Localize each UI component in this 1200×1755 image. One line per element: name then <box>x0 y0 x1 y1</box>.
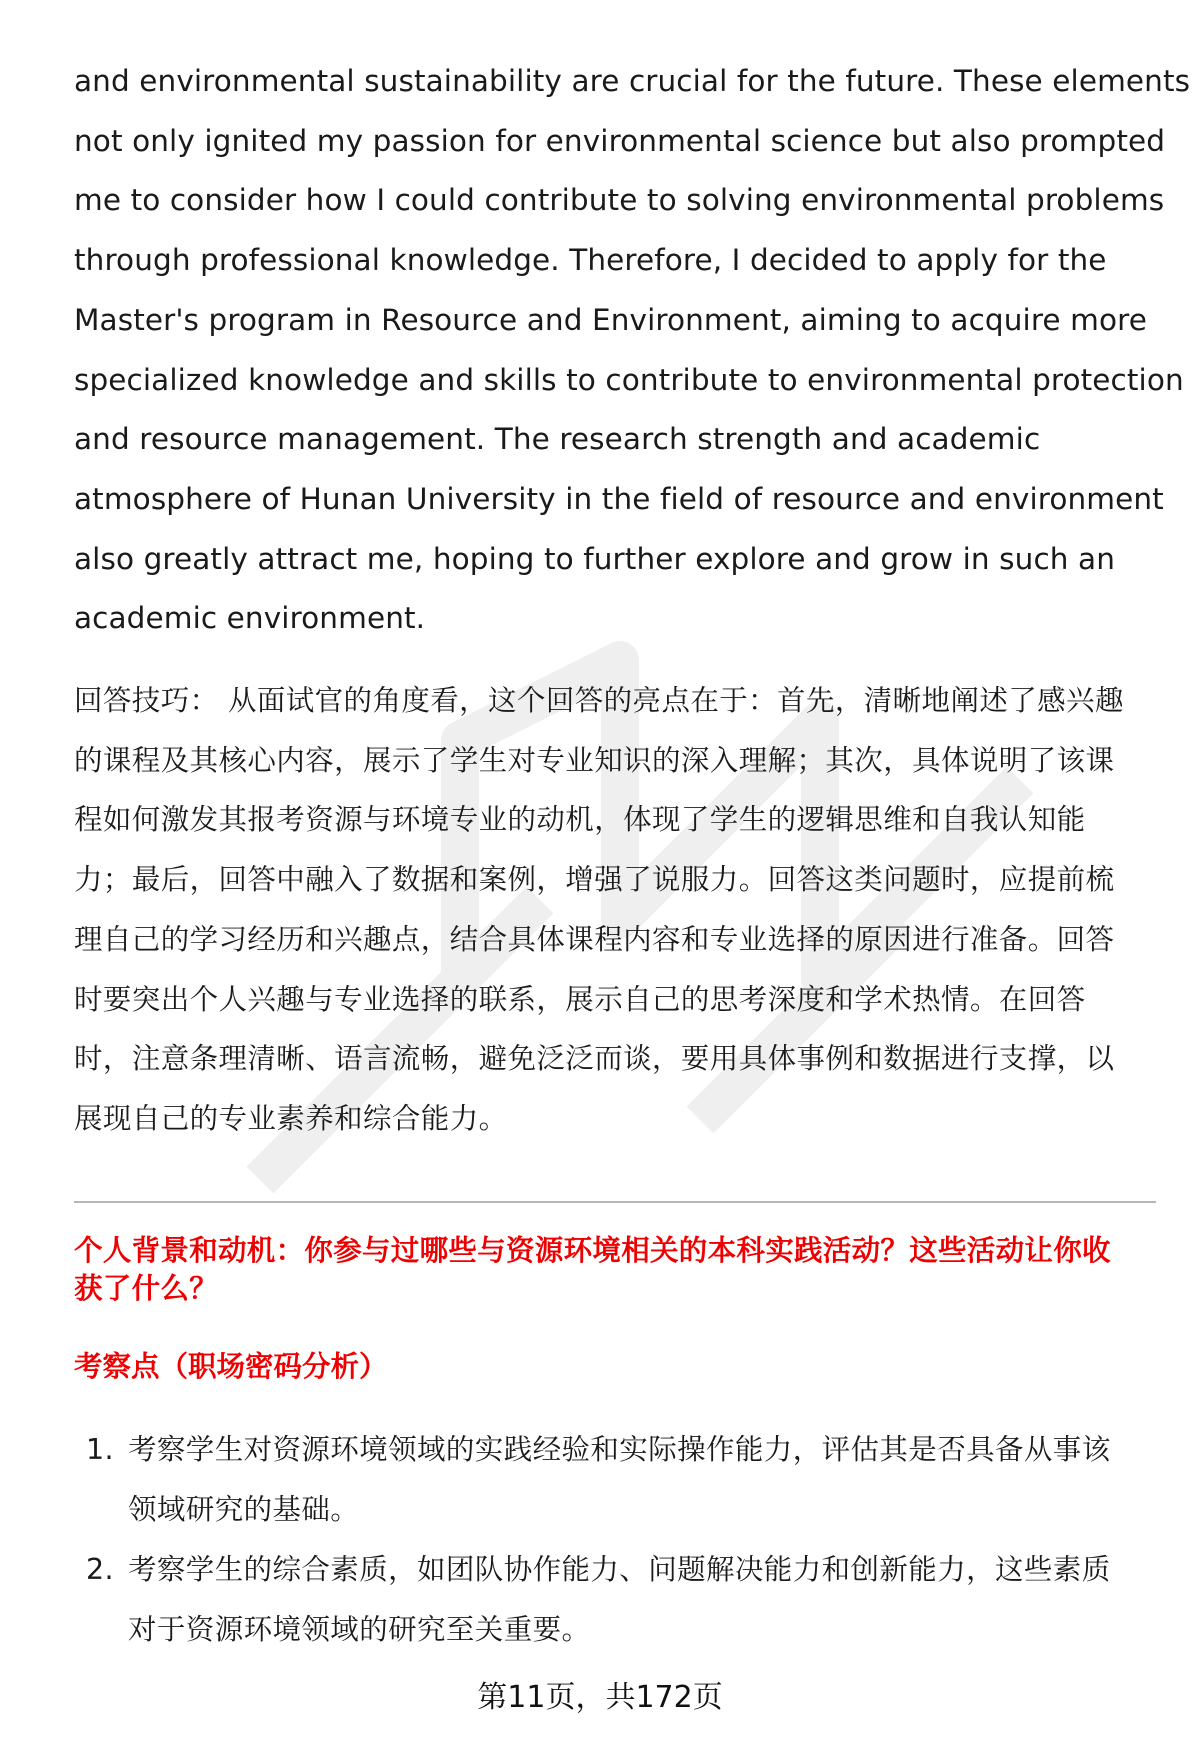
answer-tips-paragraph <box>74 671 1156 1149</box>
text-line: 时要突出个人兴趣与专业选择的联系，展示自己的思考深度和学术热情。在回答 <box>74 982 1086 1016</box>
text-line: 理自己的学习经历和兴趣点，结合具体课程内容和专业选择的原因进行准备。回答 <box>74 922 1115 956</box>
text-line: 的课程及其核心内容，展示了学生对专业知识的深入理解；其次，具体说明了该课 <box>74 743 1115 777</box>
section-divider <box>74 1201 1156 1203</box>
text-line: 考察学生的综合素质，如团队协作能力、问题解决能力和创新能力，这些素质 <box>128 1553 1111 1586</box>
text-line: academic environment. <box>74 601 426 636</box>
text-line: 时，注意条理清晰、语言流畅，避免泛泛而谈，要用具体事例和数据进行支撑，以 <box>74 1042 1115 1076</box>
text-line: 领域研究的基础。 <box>128 1492 360 1526</box>
assessment-points-list <box>74 1420 1156 1660</box>
text-line: and environmental sustainability are crucial for the future. These elements <box>74 64 1191 98</box>
text-line: not only ignited my passion for environmental science but also prompted <box>74 123 1166 158</box>
question-heading <box>74 1232 1156 1308</box>
list-number: 2. <box>86 1553 114 1586</box>
text-line: 对于资源环境领域的研究至关重要。 <box>128 1612 591 1646</box>
text-line: 获了什么？ <box>74 1272 219 1305</box>
text-line: through professional knowledge. Therefore, I decided to apply for the <box>74 243 1107 278</box>
text-line: specialized knowledge and skills to contribute to environmental protection <box>74 362 1184 397</box>
text-line: 回答技巧： 从面试官的角度看，这个回答的亮点在于：首先，清晰地阐述了感兴趣 <box>74 684 1124 718</box>
text-line: 展现自己的专业素养和综合能力。 <box>74 1101 508 1135</box>
text-line: 力；最后，回答中融入了数据和案例，增强了说服力。回答这类问题时，应提前梳 <box>74 863 1115 897</box>
text-line: Master's program in Resource and Environment, aiming to acquire more <box>74 302 1147 337</box>
text-line: also greatly attract me, hoping to further explore and grow in such an <box>74 541 1116 576</box>
page-number-footer: 第11页，共172页 <box>477 1680 723 1715</box>
text-line: and resource management. The research strength and academic <box>74 422 1041 457</box>
list-item <box>74 1540 1156 1659</box>
document-body <box>74 52 1191 1149</box>
assessment-points-heading: 考察点（职场密码分析） <box>74 1350 388 1383</box>
text-line: 个人背景和动机：你参与过哪些与资源环境相关的本科实践活动？这些活动让你收 <box>74 1234 1111 1267</box>
text-line: 程如何激发其报考资源与环境专业的动机，体现了学生的逻辑思维和自我认知能 <box>74 803 1086 837</box>
list-number: 1. <box>86 1433 114 1466</box>
text-line: me to consider how I could contribute to solving environmental problems <box>74 183 1165 218</box>
text-line: 考察学生对资源环境领域的实践经验和实际操作能力，评估其是否具备从事该 <box>128 1433 1111 1466</box>
text-line: atmosphere of Hunan University in the field of resource and environment <box>74 481 1164 516</box>
list-item <box>74 1420 1156 1539</box>
answer-paragraph-english <box>74 52 1191 649</box>
